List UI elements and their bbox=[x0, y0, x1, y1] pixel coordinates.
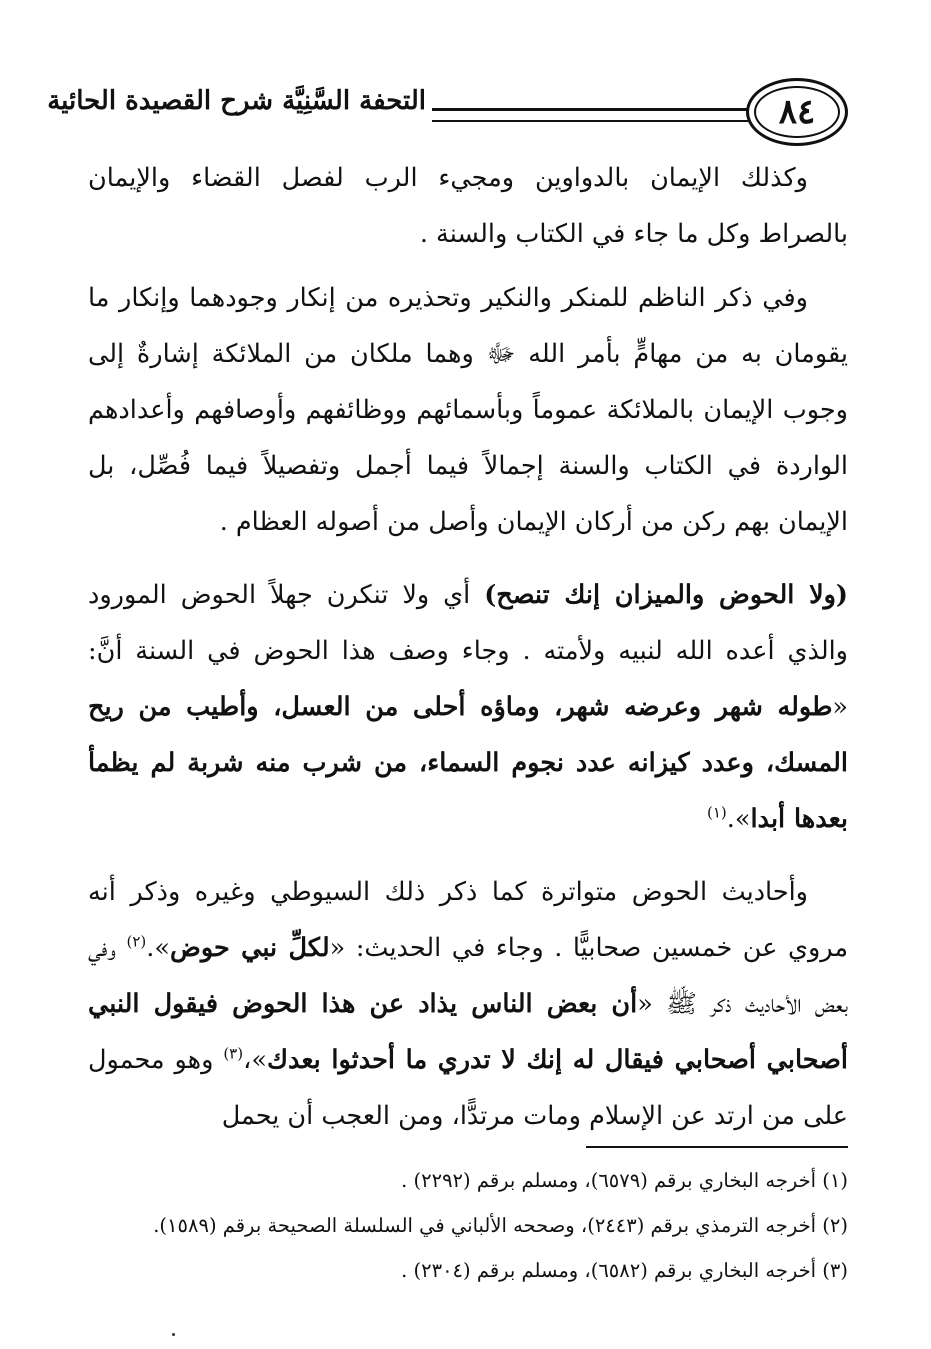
quote-close: ». bbox=[146, 933, 170, 963]
footnote-separator bbox=[586, 1146, 848, 1148]
paragraph-3 bbox=[88, 567, 848, 847]
page-number-badge bbox=[746, 78, 848, 146]
verse-quote: (ولا الحوض والميزان إنك تنصح) bbox=[484, 580, 848, 610]
paragraph-3-text: أي ولا تنكرن جهلاً الحوض المورود والذي أعده الله لنبيه ولأمته . وجاء وصف هذا الحوض في السنة أنَّ: « bbox=[88, 580, 848, 722]
paragraph-4-text-c: وفي بعض الأحاديث ذكر ﷺ « bbox=[88, 933, 848, 1019]
header-rule bbox=[432, 108, 748, 122]
footnote-3: (٣) أخرجه البخاري برقم (٦٥٨٢)، ومسلم برقم (٢٣٠٤) . bbox=[401, 1259, 848, 1282]
paragraph-2 bbox=[88, 270, 848, 550]
paragraph-4 bbox=[88, 864, 848, 1144]
book-title: التحفة السَّنِيَّة شرح القصيدة الحائية bbox=[47, 86, 426, 116]
footnote-ref-1[interactable]: (١) bbox=[706, 803, 727, 822]
footnote-2: (٢) أخرجه الترمذي برقم (٢٤٤٣)، وصححه الألباني في السلسلة الصحيحة برقم (١٥٨٩). bbox=[153, 1214, 848, 1237]
scan-speck bbox=[172, 1333, 175, 1336]
paragraph-4-text-a: وأحاديث الحوض متواترة كما ذكر ذلك السيوطي وغيره وذكر أنه مروي عن خمسين صحابيًّا . وجاء في الحديث: « bbox=[88, 877, 848, 963]
quote-close: »، bbox=[243, 1045, 267, 1075]
paragraph-2-text: وفي ذكر الناظم للمنكر والنكير وتحذيره من إنكار وجودهما وإنكار ما يقومان به من مهامٍّ بأمر الله ﷻ وهما ملكان من الملائكة إشارةٌ إلى وجوب الإيمان بالملائكة عموماً وبأسمائهم ووظائفهم وأوصافهم وأعدادهم الواردة في الكتاب والسنة إجمالاً فيما أجمل وتفصيلاً فيما فُصِّل، بل الإيمان بهم ركن من أركان الإيمان وأصل من أصوله العظام . bbox=[88, 283, 848, 537]
quote-close: ». bbox=[726, 804, 751, 834]
footnotes bbox=[88, 1158, 848, 1293]
footnote-ref-2[interactable]: (٢) bbox=[126, 932, 147, 951]
paragraph-1 bbox=[88, 150, 848, 262]
running-header bbox=[47, 72, 848, 150]
hadith-quote: لكلِّ نبي حوض bbox=[170, 933, 330, 963]
paragraph-4-text-e: وهو محمول على من ارتد عن الإسلام ومات مرتدًّا، ومن العجب أن يحمل bbox=[88, 1045, 848, 1131]
hadith-quote: طوله شهر وعرضه شهر، وماؤه أحلى من العسل، وأطيب من ريح المسك، وعدد كيزانه عدد نجوم السماء، من شرب منه شربة لم يظمأ بعدها أبدا bbox=[88, 692, 848, 834]
footnote-ref-3[interactable]: (٣) bbox=[223, 1044, 244, 1063]
page-number: ٨٤ bbox=[778, 92, 816, 132]
paragraph-1-text: وكذلك الإيمان بالدواوين ومجيء الرب لفصل القضاء والإيمان بالصراط وكل ما جاء في الكتاب والسنة . bbox=[88, 163, 848, 249]
hadith-quote: أن بعض الناس يذاد عن هذا الحوض فيقول النبي أصحابي أصحابي فيقال له إنك لا تدري ما أحدثوا بعدك bbox=[88, 989, 848, 1075]
main-text bbox=[88, 150, 848, 1161]
footnote-1: (١) أخرجه البخاري برقم (٦٥٧٩)، ومسلم برقم (٢٢٩٢) . bbox=[401, 1169, 848, 1192]
